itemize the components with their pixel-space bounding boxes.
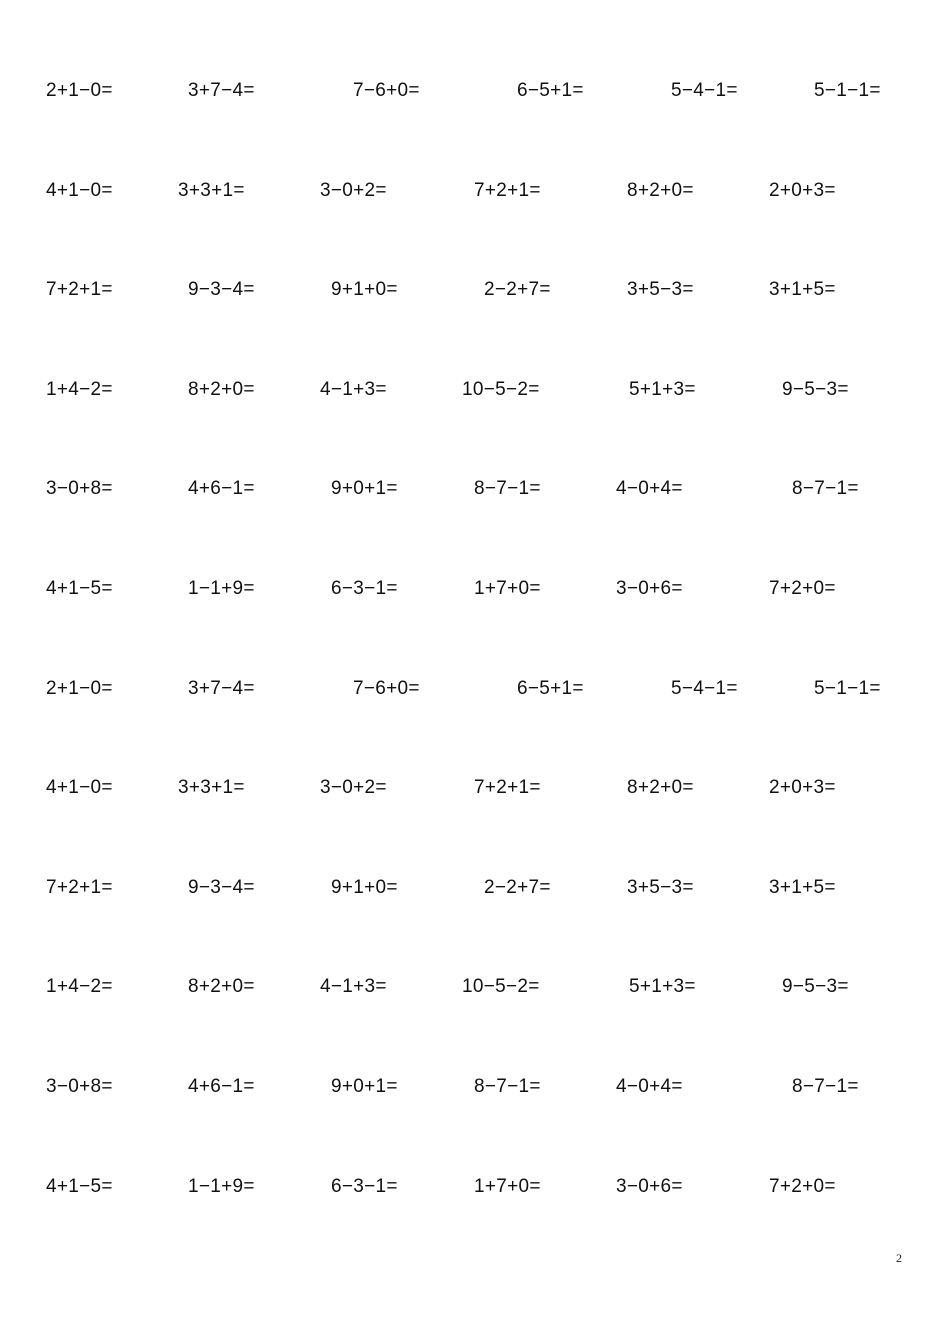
math-problem: 2+1−0= [46, 80, 113, 101]
math-problem: 4−0+4= [616, 1076, 683, 1097]
math-problem: 8−7−1= [792, 478, 859, 499]
math-problem: 9−3−4= [188, 877, 255, 898]
math-problem: 7+2+1= [46, 877, 113, 898]
math-problem: 8+2+0= [188, 976, 255, 997]
math-problem: 3+5−3= [627, 877, 694, 898]
math-problem: 4−0+4= [616, 478, 683, 499]
math-problem: 7+2+0= [769, 1176, 836, 1197]
math-problem: 7+2+1= [46, 279, 113, 300]
math-problem: 1+7+0= [474, 1176, 541, 1197]
math-problem: 10−5−2= [462, 976, 540, 997]
math-problem: 9−5−3= [782, 379, 849, 400]
math-problem: 3−0+8= [46, 1076, 113, 1097]
math-problem: 4+6−1= [188, 478, 255, 499]
math-problem: 1+4−2= [46, 976, 113, 997]
math-problem: 4+1−5= [46, 578, 113, 599]
math-problem: 5+1+3= [629, 379, 696, 400]
math-problem: 4−1+3= [320, 976, 387, 997]
math-problem: 3−0+2= [320, 180, 387, 201]
math-problem: 2+1−0= [46, 678, 113, 699]
math-problem: 3+7−4= [188, 678, 255, 699]
math-problem: 2+0+3= [769, 777, 836, 798]
math-problem: 5−4−1= [671, 80, 738, 101]
math-problem: 5−4−1= [671, 678, 738, 699]
math-problem: 4+1−0= [46, 777, 113, 798]
math-problem: 3+1+5= [769, 877, 836, 898]
math-problem: 8+2+0= [627, 180, 694, 201]
math-problem: 9+1+0= [331, 877, 398, 898]
math-problem: 4+1−0= [46, 180, 113, 201]
math-problem: 10−5−2= [462, 379, 540, 400]
math-problem: 3+1+5= [769, 279, 836, 300]
math-problem: 7+2+0= [769, 578, 836, 599]
math-problem: 2−2+7= [484, 279, 551, 300]
math-problem: 6−5+1= [517, 80, 584, 101]
math-problem: 6−3−1= [331, 1176, 398, 1197]
math-problem: 9+0+1= [331, 1076, 398, 1097]
math-problem: 4−1+3= [320, 379, 387, 400]
math-problem: 4+1−5= [46, 1176, 113, 1197]
math-problem: 8−7−1= [792, 1076, 859, 1097]
math-problem: 8+2+0= [188, 379, 255, 400]
math-problem: 2+0+3= [769, 180, 836, 201]
page-number: 2 [896, 1251, 902, 1265]
math-problem: 2−2+7= [484, 877, 551, 898]
math-problem: 1+4−2= [46, 379, 113, 400]
math-problem: 9+0+1= [331, 478, 398, 499]
math-problem: 5−1−1= [814, 678, 881, 699]
math-problem: 7+2+1= [474, 180, 541, 201]
math-problem: 9+1+0= [331, 279, 398, 300]
math-problem: 3+3+1= [178, 777, 245, 798]
math-problem: 9−5−3= [782, 976, 849, 997]
math-problem: 1+7+0= [474, 578, 541, 599]
math-problem: 1−1+9= [188, 578, 255, 599]
math-problem: 8+2+0= [627, 777, 694, 798]
math-problem: 7+2+1= [474, 777, 541, 798]
math-problem: 3−0+2= [320, 777, 387, 798]
math-problem: 3−0+6= [616, 1176, 683, 1197]
math-problem: 3−0+8= [46, 478, 113, 499]
math-problem: 8−7−1= [474, 1076, 541, 1097]
math-problem: 4+6−1= [188, 1076, 255, 1097]
math-problem: 3+5−3= [627, 279, 694, 300]
math-problem: 5−1−1= [814, 80, 881, 101]
math-problem: 6−3−1= [331, 578, 398, 599]
math-problem: 8−7−1= [474, 478, 541, 499]
math-problem: 6−5+1= [517, 678, 584, 699]
math-problem: 7−6+0= [353, 80, 420, 101]
math-problem: 7−6+0= [353, 678, 420, 699]
math-problem: 3+7−4= [188, 80, 255, 101]
math-problem: 3+3+1= [178, 180, 245, 201]
math-problem: 9−3−4= [188, 279, 255, 300]
math-problem: 1−1+9= [188, 1176, 255, 1197]
math-problem: 3−0+6= [616, 578, 683, 599]
math-problem: 5+1+3= [629, 976, 696, 997]
